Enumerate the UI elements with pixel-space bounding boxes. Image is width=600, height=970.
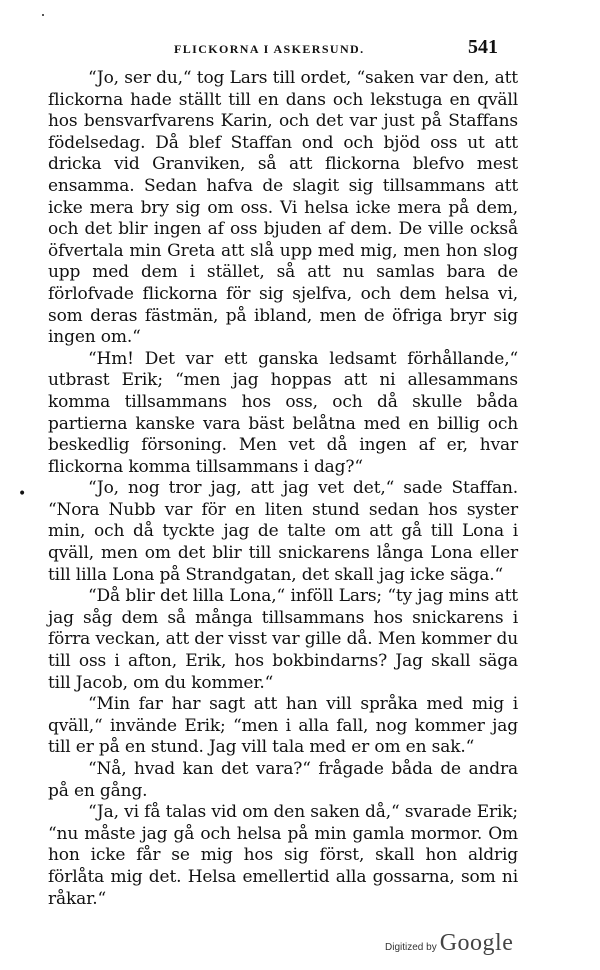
margin-dot: • [18, 486, 27, 502]
scan-speck [42, 14, 44, 16]
google-logo: Google [439, 930, 514, 956]
paragraph: “Jo, ser du,“ tog Lars till ordet, “saken var den, att flickorna hade ställt till en dans och lekstuga en qväll hos bensvarfvarens Karin, och det var just på Staffans födelsedag. Då blef Staffan ond och bjöd oss ut att dricka vid Granviken, så att flickorna blefvo mest ensamma. Sedan hafva de slagit sig tillsammans att icke mera bry sig om oss. Vi helsa icke mera på dem, och det blir ingen af oss bjuden af dem. De ville också öfvertala min Greta att slå upp med mig, men hon slog upp med dem i stället, så att nu samlas bara de förlofvade flickorna för sig sjelfva, och dem helsa vi, som deras fästmän, på ibland, men de öfriga bryr sig ingen om.“ [48, 68, 518, 348]
digitized-by-google [385, 930, 513, 960]
paragraph: “Jo, nog tror jag, att jag vet det,“ sade Staffan. “Nora Nubb var för en liten stund sedan hos syster min, och då tyckte jag de talte om att gå till Lona i qväll, men om det blir till snickarens långa Lona eller till lilla Lona på Strandgatan, det skall jag icke säga.“ [48, 478, 518, 585]
page-header [48, 36, 498, 66]
paragraph: “Då blir det lilla Lona,“ inföll Lars; “ty jag mins att jag såg dem så många tillsammans hos snickarens i förra veckan, att der visst var gille då. Men kommer du till oss i afton, Erik, hos bokbindarns? Jag skall säga till Jacob, om du kommer.“ [48, 586, 518, 693]
paragraph: “Ja, vi få talas vid om den saken då,“ svarade Erik; “nu måste jag gå och helsa på min gamla mormor. Om hon icke får se mig hos sig först, skall hon aldrig förlåta mig det. Helsa emellertid alla gossarna, som ni råkar.“ [48, 802, 518, 909]
paragraph: “Min far har sagt att han vill språka med mig i qväll,“ invände Erik; “men i alla fall, nog kommer jag till er på en stund. Jag vill tala med er om en sak.“ [48, 694, 518, 758]
page-number: 541 [468, 36, 498, 58]
paragraph: “Nå, hvad kan det vara?“ frågade båda de andra på en gång. [48, 759, 518, 801]
paragraph: “Hm! Det var ett ganska ledsamt förhållande,“ utbrast Erik; “men jag hoppas att ni allesammans komma tillsammans hos oss, och då skulle båda partierna kanske vara bäst belåtna med en billig och beskedlig försoning. Men vet då ingen af er, hvar flickorna komma tillsammans i dag?“ [48, 348, 518, 477]
body-text [48, 68, 518, 910]
running-head: FLICKORNA I ASKERSUND. [174, 42, 365, 56]
digitized-label: Digitized by [385, 942, 437, 953]
